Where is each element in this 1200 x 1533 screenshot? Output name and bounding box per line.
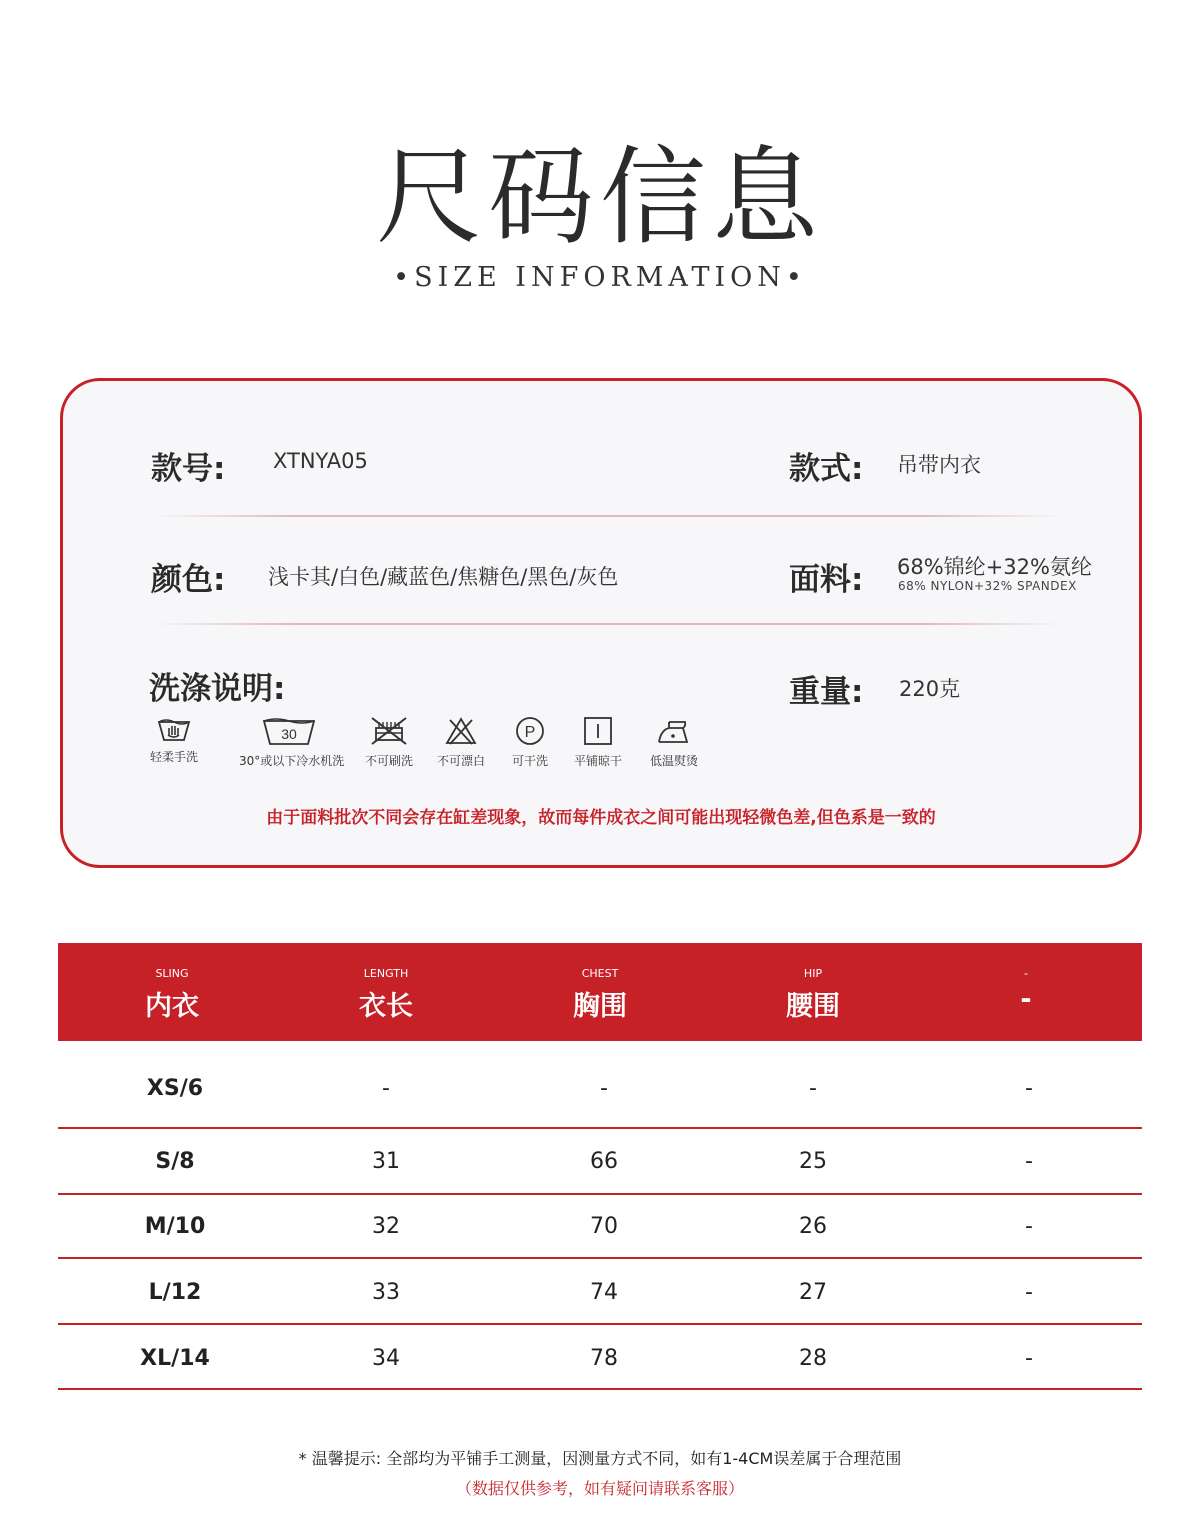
extra-cell: -	[1025, 1149, 1033, 1174]
extra-cell: -	[1025, 1346, 1033, 1371]
divider	[153, 623, 1063, 625]
wash-item-label: 轻柔手洗	[149, 750, 198, 764]
hip-cell: -	[809, 1076, 817, 1101]
weight-label: 重量:	[789, 674, 864, 710]
dry-flat-icon	[581, 716, 615, 746]
hip-cell: 28	[799, 1346, 827, 1371]
type-label: 款式:	[789, 451, 864, 487]
color-variance-notice: 由于面料批次不同会存在缸差现象，故而每件成衣之间可能出现轻微色差,但色系是一致的	[266, 808, 936, 828]
table-row	[58, 1129, 1142, 1195]
table-row	[58, 1325, 1142, 1391]
header-sling: SLING 内衣	[145, 967, 199, 1022]
fabric-value-en: 68% NYLON+32% SPANDEX	[898, 579, 1077, 593]
wash-item-label: 不可漂白	[436, 754, 485, 768]
table-row	[58, 1041, 1142, 1129]
chest-cell: 74	[590, 1280, 618, 1305]
header-hip: HIP 腰围	[786, 967, 840, 1022]
product-info-panel	[60, 378, 1142, 868]
wash-item	[349, 716, 429, 769]
extra-cell: -	[1025, 1214, 1033, 1239]
style-no-label: 款号:	[151, 451, 226, 487]
no-brush-icon	[369, 716, 409, 746]
measurement-note: * 温馨提示: 全部均为平铺手工测量，因测量方式不同，如有1-4CM误差属于合理范围	[298, 1449, 902, 1468]
dry-clean-letter: P	[524, 724, 536, 741]
page-subtitle: •SIZE INFORMATION•	[393, 262, 807, 293]
header-length: LENGTH 衣长	[359, 967, 413, 1022]
wash-item-label: 可干洗	[511, 754, 548, 768]
style-no-value: XTNYA05	[273, 449, 368, 473]
extra-cell: -	[1025, 1076, 1033, 1101]
wash-item-label: 平铺晾干	[573, 754, 622, 768]
hand-wash-icon	[156, 716, 192, 742]
header-chest: CHEST 胸围	[573, 967, 627, 1022]
size-cell: XL/14	[140, 1346, 210, 1371]
wash-instructions-label: 洗涤说明:	[149, 671, 286, 707]
hip-cell: 25	[799, 1149, 827, 1174]
weight-value: 220克	[899, 677, 961, 701]
wash-item	[634, 716, 714, 769]
length-cell: 33	[372, 1280, 400, 1305]
size-cell: XS/6	[146, 1076, 204, 1101]
wash-item	[239, 716, 345, 769]
length-cell: 32	[372, 1214, 400, 1239]
divider	[153, 515, 1063, 517]
extra-cell: -	[1025, 1280, 1033, 1305]
wash-item	[134, 716, 214, 765]
length-cell: 31	[372, 1149, 400, 1174]
dry-clean-icon	[513, 716, 547, 746]
wash-item	[421, 716, 501, 769]
chest-cell: 78	[590, 1346, 618, 1371]
wash-item-label: 不可刷洗	[364, 754, 413, 768]
wash-item-label: 30°或以下冷水机洗	[239, 754, 345, 768]
wash-temperature: 30	[281, 726, 297, 742]
type-value: 吊带内衣	[897, 453, 981, 477]
no-bleach-icon	[444, 716, 478, 746]
wash-item-label: 低温熨烫	[649, 754, 698, 768]
length-cell: -	[382, 1076, 390, 1101]
color-label: 颜色:	[151, 562, 226, 598]
chest-cell: -	[600, 1076, 608, 1101]
length-cell: 34	[372, 1346, 400, 1371]
table-row	[58, 1259, 1142, 1325]
fabric-label: 面料:	[789, 562, 864, 598]
header-blank: - -	[1020, 967, 1032, 1015]
reference-disclaimer: （数据仅供参考，如有疑问请联系客服）	[455, 1479, 744, 1498]
machine-wash-30-icon	[261, 716, 317, 746]
size-cell: M/10	[144, 1214, 206, 1239]
hip-cell: 27	[799, 1280, 827, 1305]
color-value: 浅卡其/白色/藏蓝色/焦糖色/黑色/灰色	[268, 565, 619, 589]
fabric-value: 68%锦纶+32%氨纶	[897, 555, 1092, 579]
row-divider	[58, 1388, 1142, 1390]
size-table-header	[58, 943, 1142, 1041]
chest-cell: 70	[590, 1214, 618, 1239]
page-title: 尺码信息	[376, 136, 824, 259]
size-cell: S/8	[155, 1149, 195, 1174]
wash-item	[558, 716, 638, 769]
chest-cell: 66	[590, 1149, 618, 1174]
hip-cell: 26	[799, 1214, 827, 1239]
low-iron-icon	[655, 716, 693, 746]
table-row	[58, 1195, 1142, 1259]
size-cell: L/12	[148, 1280, 202, 1305]
